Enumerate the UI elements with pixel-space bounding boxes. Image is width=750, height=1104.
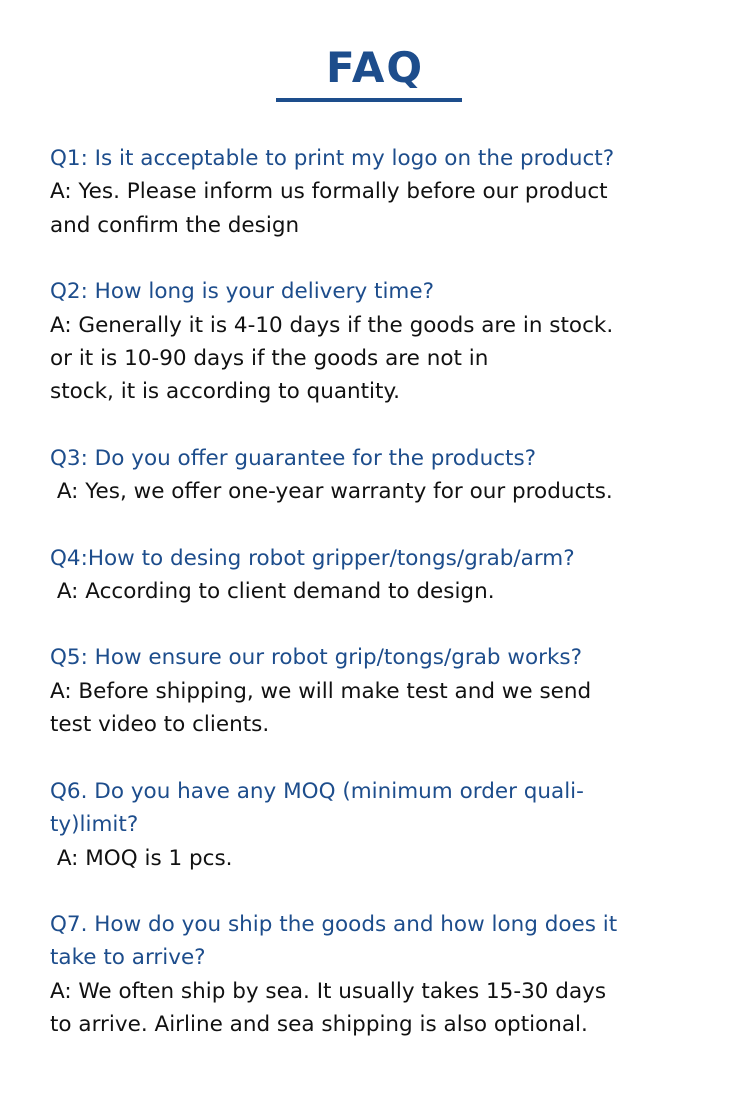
faq-question-line: Q5: How ensure our robot grip/tongs/grab works? [50, 645, 583, 671]
faq-question-line: Q2: How long is your delivery time? [50, 279, 434, 305]
faq-question-line: ty)limit? [50, 812, 139, 838]
faq-question-line: take to arrive? [50, 945, 206, 971]
faq-question-line: Q3: Do you offer guarantee for the products? [50, 445, 537, 471]
faq-question-line: Q4:How to desing robot gripper/tongs/grab/arm? [50, 545, 575, 571]
faq-answer-line: A: MOQ is 1 pcs. [50, 845, 233, 871]
faq-item [50, 775, 730, 875]
faq-answer-line: test video to clients. [50, 712, 270, 738]
faq-question-line: Q6. Do you have any MOQ (minimum order quali- [50, 778, 584, 804]
faq-item [50, 908, 730, 1042]
faq-answer-line: A: Yes, we offer one-year warranty for our products. [50, 479, 613, 505]
faq-list [50, 142, 730, 1075]
faq-item [50, 542, 730, 609]
faq-answer-line: A: According to client demand to design. [50, 579, 495, 605]
faq-answer-line: or it is 10-90 days if the goods are not in [50, 346, 489, 372]
faq-answer-line: A: We often ship by sea. It usually takes 15-30 days [50, 978, 607, 1004]
faq-header [0, 38, 750, 98]
faq-answer-line: A: Yes. Please inform us formally before our product [50, 179, 608, 205]
faq-item [50, 442, 730, 509]
faq-question-line: Q7. How do you ship the goods and how long does it [50, 911, 618, 937]
faq-answer-line: and confirm the design [50, 212, 300, 238]
faq-answer-line: A: Before shipping, we will make test and we send [50, 678, 592, 704]
faq-answer-line: to arrive. Airline and sea shipping is also optional. [50, 1012, 588, 1038]
faq-answer-line: stock, it is according to quantity. [50, 379, 400, 405]
title-underline [276, 98, 462, 102]
faq-question-line: Q1: Is it acceptable to print my logo on the product? [50, 146, 615, 171]
faq-answer-line: A: Generally it is 4-10 days if the goods are in stock. [50, 312, 614, 338]
faq-item [50, 641, 730, 741]
faq-item [50, 275, 730, 409]
page-title: FAQ [325, 43, 425, 92]
faq-item [50, 142, 730, 242]
